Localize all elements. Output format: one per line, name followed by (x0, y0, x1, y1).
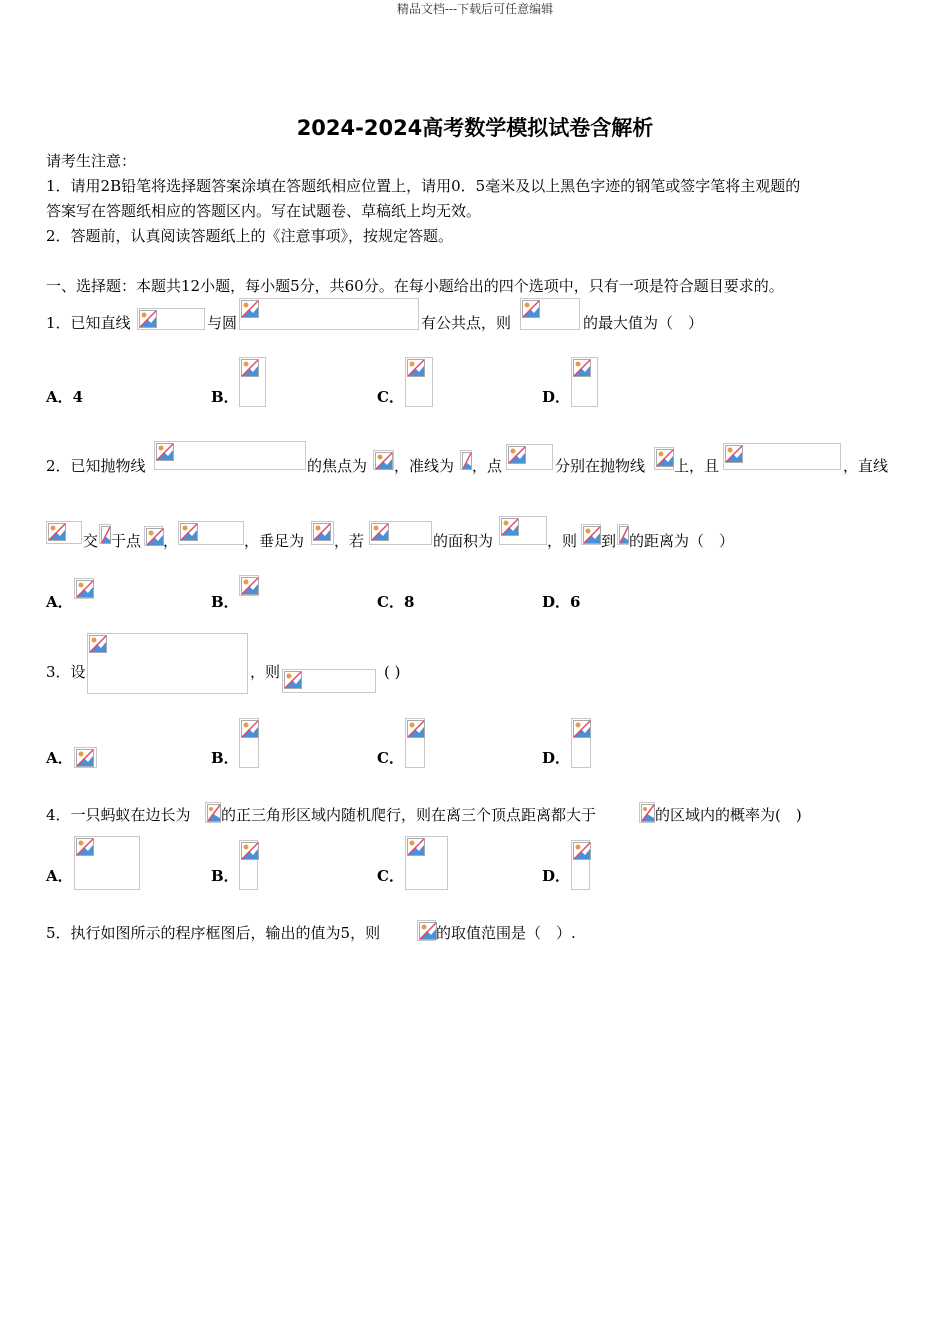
broken-image-icon (573, 842, 591, 860)
broken-image-icon (522, 300, 540, 318)
formula-image (581, 524, 601, 545)
formula-image (639, 802, 655, 823)
broken-image-icon (180, 523, 198, 541)
q3-option-b: B． (211, 749, 239, 767)
formula-image (654, 447, 674, 470)
formula-image (239, 575, 259, 596)
formula-image (87, 633, 248, 694)
page-title: 2024-2024高考数学模拟试卷含解析 (296, 116, 654, 140)
q2-text-11: ，垂足为 (244, 532, 305, 550)
formula-image (239, 840, 258, 890)
q2-text-13: 的面积为 (433, 532, 494, 550)
formula-image (723, 443, 841, 470)
broken-image-icon (419, 922, 437, 940)
broken-image-icon (89, 635, 107, 653)
formula-image (369, 521, 432, 545)
q1-text-4: 的最大值为（ ） (583, 314, 704, 332)
broken-image-icon (725, 445, 743, 463)
q2-text-7: ，直线 (843, 457, 889, 475)
broken-image-icon (656, 449, 674, 467)
q3-text-1: 3．设 (46, 663, 86, 681)
formula-image (205, 802, 221, 823)
q2-text-9: 于点 (111, 532, 142, 550)
formula-image (154, 441, 306, 470)
q4-text-2: 的正三角形区域内随机爬行，则在离三个顶点距离都大于 (221, 806, 597, 824)
formula-image (417, 920, 436, 941)
formula-image (239, 718, 259, 768)
broken-image-icon (573, 720, 591, 738)
broken-image-icon (76, 580, 94, 598)
q2-text-14: ，则 (547, 532, 578, 550)
q4-option-c: C． (377, 867, 404, 885)
q2-option-c: C．8 (377, 593, 415, 611)
q2-text-1: 2．已知抛物线 (46, 457, 146, 475)
formula-image (74, 747, 97, 768)
formula-image (311, 521, 334, 545)
broken-image-icon (371, 523, 389, 541)
formula-image (74, 578, 94, 599)
broken-image-icon (641, 804, 655, 822)
q3-option-a: A． (46, 749, 73, 767)
broken-image-icon (146, 528, 164, 546)
q5-text-1: 5．执行如图所示的程序框图后，输出的值为5，则 (46, 924, 381, 942)
formula-image (460, 450, 472, 470)
broken-image-icon (241, 359, 259, 377)
page-header: 精品文档---下载后可任意编辑 (396, 2, 554, 16)
notice-item-1: 1．请用2B铅笔将选择题答案涂填在答题纸相应位置上，请用0．5毫米及以上黑色字迹的钢笔或签字笔将主观题的 (46, 177, 801, 195)
broken-image-icon (101, 526, 111, 544)
q4-option-d: D． (542, 867, 571, 885)
broken-image-icon (462, 452, 472, 470)
formula-image (405, 836, 448, 890)
broken-image-icon (284, 671, 302, 689)
q4-option-b: B． (211, 867, 239, 885)
broken-image-icon (156, 443, 174, 461)
q2-text-6: 上，且 (674, 457, 720, 475)
notice-item-2: 2．答题前，认真阅读答题纸上的《注意事项》，按规定答题。 (46, 227, 454, 245)
q4-option-a: A． (46, 867, 73, 885)
broken-image-icon (139, 310, 157, 328)
q4-text-3: 的区域内的概率为( ) (655, 806, 802, 824)
broken-image-icon (501, 518, 519, 536)
formula-image (239, 298, 419, 330)
q1-option-c: C． (377, 388, 404, 406)
q2-text-15: 到 (601, 532, 617, 550)
broken-image-icon (76, 838, 94, 856)
broken-image-icon (76, 749, 94, 767)
formula-image (405, 357, 433, 407)
formula-image (520, 298, 580, 330)
q2-text-2: 的焦点为 (307, 457, 368, 475)
broken-image-icon (407, 359, 425, 377)
q1-text-3: 有公共点，则 (421, 314, 512, 332)
broken-image-icon (241, 720, 259, 738)
q2-text-5: 分别在抛物线 (555, 457, 646, 475)
formula-image (373, 450, 394, 470)
formula-image (282, 669, 376, 693)
q1-option-d: D． (542, 388, 571, 406)
q5-text-2: 的取值范围是（ ）. (436, 924, 576, 942)
broken-image-icon (241, 842, 259, 860)
q3-text-2: ，则 (250, 663, 281, 681)
formula-image (499, 516, 547, 545)
q1-text-1: 1．已知直线 (46, 314, 131, 332)
broken-image-icon (407, 720, 425, 738)
formula-image (74, 836, 140, 890)
broken-image-icon (207, 804, 221, 822)
q2-text-4: ，点 (472, 457, 503, 475)
q1-option-a: A．4 (46, 388, 84, 406)
broken-image-icon (619, 526, 629, 544)
formula-image (571, 357, 598, 407)
q2-text-10: ， (163, 532, 179, 550)
q3-option-d: D． (542, 749, 571, 767)
broken-image-icon (508, 446, 526, 464)
notice-item-1-cont: 答案写在答题纸相应的答题区内。写在试题卷、草稿纸上均无效。 (46, 202, 482, 220)
q1-text-2: 与圆 (207, 314, 238, 332)
formula-image (617, 524, 629, 545)
formula-image (405, 718, 425, 768)
formula-image (178, 521, 244, 545)
formula-image (239, 357, 266, 407)
q4-text-1: 4．一只蚂蚁在边长为 (46, 806, 191, 824)
q2-text-12: ，若 (334, 532, 365, 550)
broken-image-icon (583, 526, 601, 544)
q3-option-c: C． (377, 749, 404, 767)
q2-option-b: B． (211, 593, 239, 611)
formula-image (144, 526, 163, 546)
broken-image-icon (573, 359, 591, 377)
formula-image (99, 524, 111, 544)
notice-heading: 请考生注意： (46, 152, 137, 170)
q3-text-3: ( ) (384, 663, 401, 681)
formula-image (46, 521, 82, 544)
broken-image-icon (241, 300, 259, 318)
broken-image-icon (407, 838, 425, 856)
formula-image (506, 444, 553, 470)
q2-option-d: D．6 (542, 593, 581, 611)
section-heading: 一、选择题：本题共12小题，每小题5分，共60分。在每小题给出的四个选项中，只有一项是符合题目要求的。 (46, 277, 784, 295)
formula-image (571, 840, 590, 890)
q2-text-16: 的距离为（ ） (629, 532, 735, 550)
formula-image (571, 718, 591, 768)
q2-option-a: A． (46, 593, 73, 611)
q2-text-8: 交 (83, 532, 99, 550)
broken-image-icon (241, 577, 259, 595)
q1-option-b: B． (211, 388, 239, 406)
broken-image-icon (375, 452, 393, 470)
broken-image-icon (48, 523, 66, 541)
formula-image (137, 308, 205, 330)
broken-image-icon (313, 523, 331, 541)
q2-text-3: ，准线为 (394, 457, 455, 475)
